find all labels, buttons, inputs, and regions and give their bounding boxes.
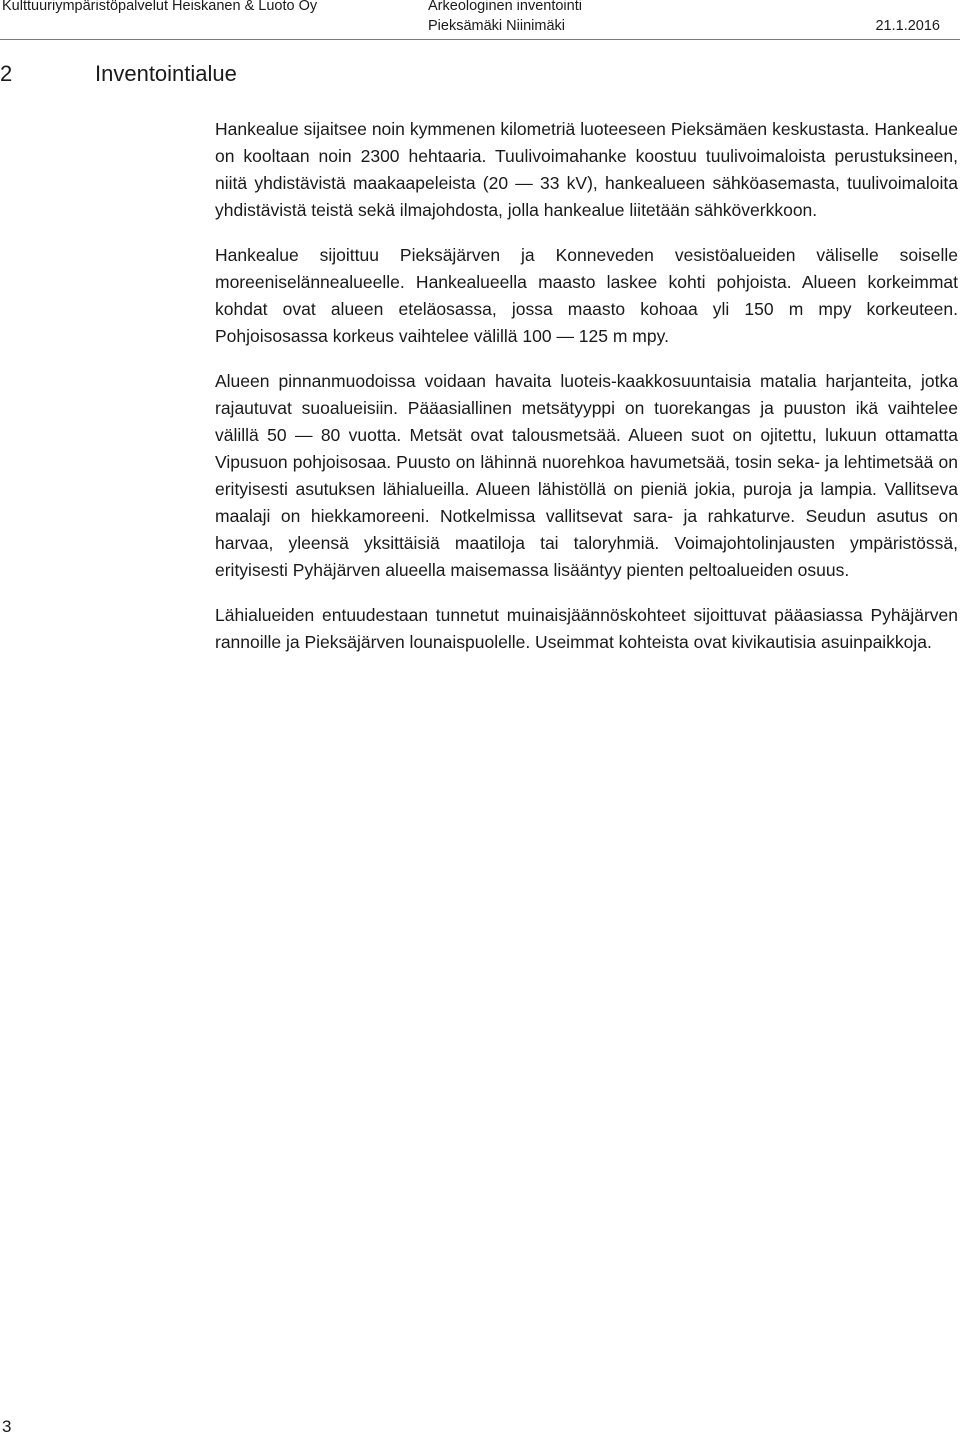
page-number: 3 [2, 1417, 12, 1436]
header-document-type: Arkeologinen inventointi [428, 0, 582, 14]
paragraph-location: Hankealue sijaitsee noin kymmenen kilometriä luoteeseen Pieksämäen keskustasta. Hankealue on kooltaan noin 2300 hehtaaria. Tuulivoimahanke koostuu tuulivoimaloista perustuksineen, niitä yhdistävistä maakaapeleista (20 — 33 kV), hankealueen sähköasemasta, tuulivoimaloita yhdistävistä teistä sekä ilmajohdosta, jolla hankealue liitetään sähköverkkoon. [215, 119, 958, 220]
section-number: 2 [0, 61, 13, 86]
header-organization: Kulttuuriympäristöpalvelut Heiskanen & Luoto Oy [2, 0, 318, 14]
header-location: Pieksämäki Niinimäki [428, 18, 565, 34]
paragraph-landforms: Alueen pinnanmuodoissa voidaan havaita luoteis-kaakkosuuntaisia matalia harjanteita, jotka rajautuvat suoalueisiin. Pääasiallinen metsätyyppi on tuorekangas ja puuston ikä vaihtelee välillä 50 — 80 vuotta. Metsät ovat talousmetsää. Alueen suot on ojitettu, lukuun ottamatta Vipusuon pohjoisosaa. Puusto on lähinnä nuorehkoa havumetsää, tosin seka- ja lehtimetsää on erityisesti asutuksen lähialueilla. Alueen lähistöllä on pieniä jokia, puroja ja lampia. Vallitseva maalaji on hiekkamoreeni. Notkelmissa vallitsevat sara- ja rahkaturve. Seudun asutus on harvaa, yleensä yksittäisiä maatiloja tai taloryhmiä. Voimajohtolinjausten ympäristössä, erityisesti Pyhäjärven alueella maisemassa lisääntyy pienten peltoalueiden osuus. [215, 371, 958, 580]
body-text [215, 116, 958, 674]
page-header [0, 0, 960, 44]
header-divider [0, 39, 960, 40]
paragraph-known-sites: Lähialueiden entuudestaan tunnetut muinaisjäännöskohteet sijoittuvat pääasiassa Pyhäjärven rannoille ja Pieksäjärven lounaispuolelle. Useimmat kohteista ovat kivikautisia asuinpaikkoja. [215, 605, 958, 652]
section-title: Inventointialue [95, 61, 237, 86]
section-heading [0, 59, 237, 89]
paragraph-terrain: Hankealue sijoittuu Pieksäjärven ja Konneveden vesistöalueiden väliselle soiselle moreeniselännealueelle. Hankealueella maasto laskee kohti pohjoista. Alueen korkeimmat kohdat ovat alueen eteläosassa, jossa maasto kohoaa yli 150 m mpy korkeuteen. Pohjoisosassa korkeus vaihtelee välillä 100 — 125 m mpy. [215, 245, 958, 346]
header-date: 21.1.2016 [875, 18, 940, 34]
